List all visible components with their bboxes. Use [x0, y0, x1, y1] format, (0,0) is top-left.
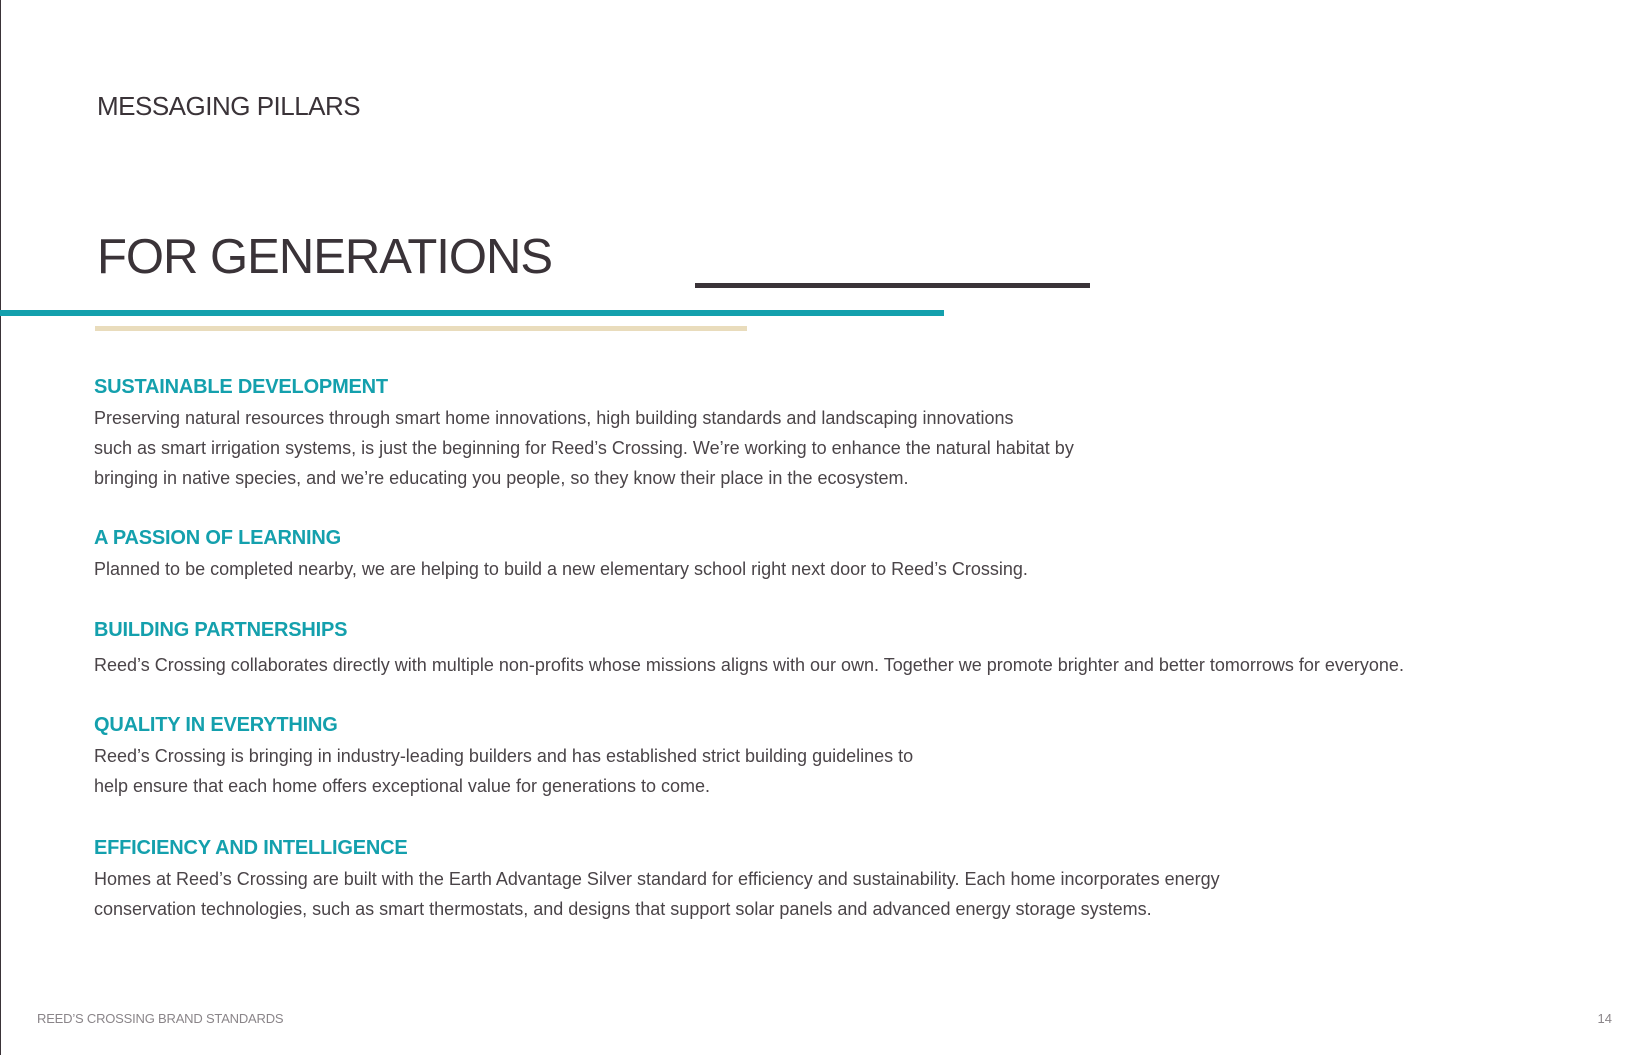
footer-document-name: REED’S CROSSING BRAND STANDARDS [37, 1011, 284, 1026]
title-divider-dark [695, 283, 1090, 288]
pillar-heading: QUALITY IN EVERYTHING [94, 714, 338, 736]
pillar-heading: BUILDING PARTNERSHIPS [94, 619, 348, 641]
pillar-body: Reed’s Crossing is bringing in industry-leading builders and has established strict building guidelines to help ensure that each home offers exceptional value for generations to come. [94, 746, 914, 796]
pillar-efficiency-and-intelligence [94, 835, 1220, 924]
title-divider-teal [0, 310, 944, 316]
page-left-border [0, 0, 1, 1055]
pillar-passion-of-learning [94, 525, 1028, 584]
footer-page-number: 14 [1597, 1011, 1612, 1026]
pillar-body: Planned to be completed nearby, we are helping to build a new elementary school right next door to Reed’s Crossing. [94, 559, 1028, 579]
page-title: FOR GENERATIONS [97, 230, 553, 284]
pillar-quality-in-everything [94, 712, 913, 801]
pillar-heading: A PASSION OF LEARNING [94, 527, 341, 549]
pillar-building-partnerships [94, 617, 1404, 680]
pillar-heading: EFFICIENCY AND INTELLIGENCE [94, 837, 408, 859]
pillar-body: Preserving natural resources through smart home innovations, high building standards and landscaping innovations such as smart irrigation systems, is just the beginning for Reed’s Crossing. We’re working to enhance the natural habitat by bringing in native species, and we’re educating you people, so they know their place in the ecosystem. [94, 408, 1074, 488]
pillar-sustainable-development [94, 374, 1074, 493]
section-label: MESSAGING PILLARS [97, 91, 361, 121]
pillar-heading: SUSTAINABLE DEVELOPMENT [94, 376, 388, 398]
title-divider-sand [95, 326, 747, 331]
pillar-body: Homes at Reed’s Crossing are built with the Earth Advantage Silver standard for efficiency and sustainability. Each home incorporates energy conservation technologies, such as smart thermostats, and designs that support solar panels and advanced energy storage systems. [94, 869, 1220, 919]
pillar-body: Reed’s Crossing collaborates directly with multiple non-profits whose missions aligns with our own. Together we promote brighter and better tomorrows for everyone. [94, 655, 1404, 675]
